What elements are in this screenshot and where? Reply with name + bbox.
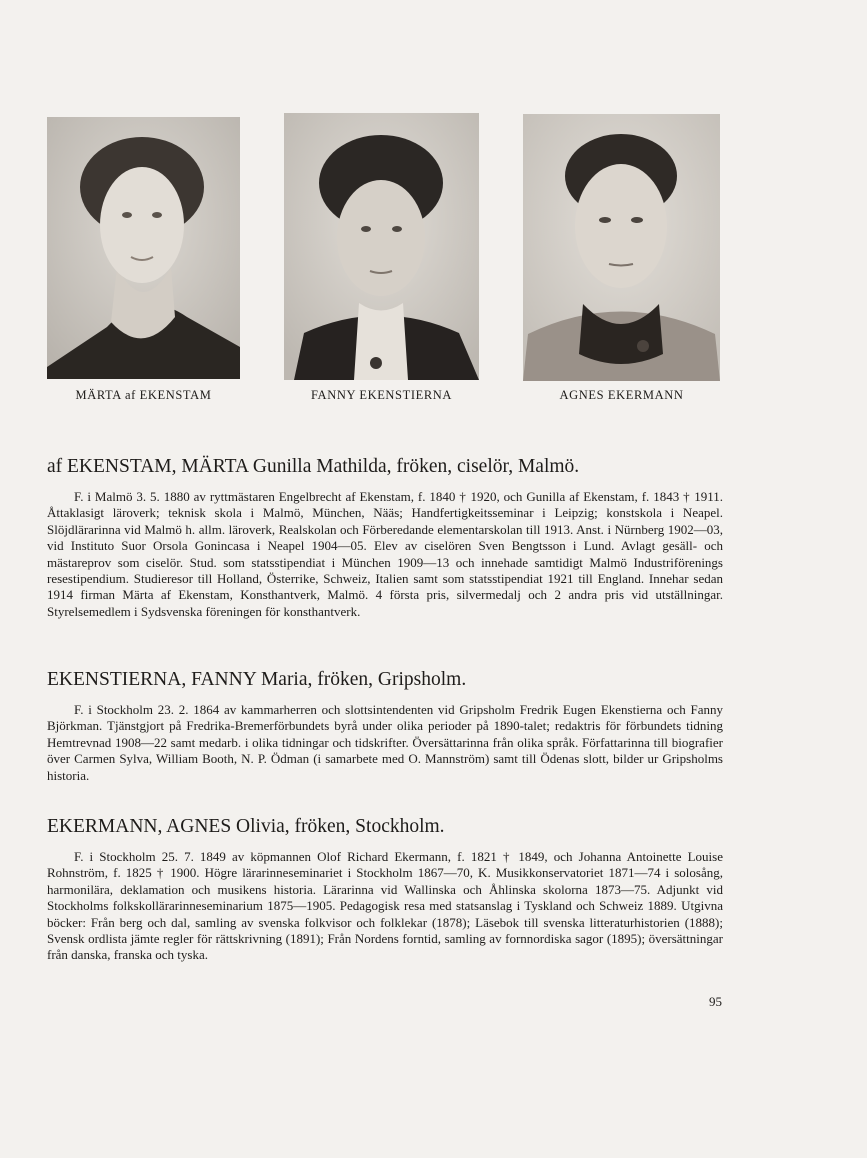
page-number: 95 [709, 994, 722, 1009]
portrait-caption: AGNES EKERMANN [559, 388, 684, 402]
entry-heading: af EKENSTAM, MÄRTA Gunilla Mathilda, fröken, ciselör, Malmö. [47, 456, 580, 477]
entry-heading: EKERMANN, AGNES Olivia, fröken, Stockholm. [47, 816, 445, 837]
portrait-photo-marta-af-ekenstam [47, 117, 240, 379]
portrait-photo-agnes-ekermann [523, 114, 720, 381]
entry-body: F. i Stockholm 23. 2. 1864 av kammarherren och slottsintendenten vid Gripsholm Fredrik Eugen Ekenstierna och Fanny Björkman. Tjänstgjort på Fredrika-Bremerförbundets byrå under olika perioder på 1890-talet; redaktris för förbundets tidning Hemtrevnad 1908—22 samt medarb. i olika tidningar och tidskrifter. Översättarinna från olika språk. Författarinna till biografier över Carmen Sylva, William Booth, N. P. Ödman (i samarbete med O. Mannström) samt till Ödenas slott, bilder ur Gripsholms historia. [47, 702, 723, 783]
portrait-caption: FANNY EKENSTIERNA [310, 388, 453, 402]
biography-entry [47, 815, 723, 964]
biography-entry [47, 455, 723, 620]
entry-heading: EKENSTIERNA, FANNY Maria, fröken, Gripsholm. [47, 669, 467, 690]
portrait-caption: MÄRTA af EKENSTAM [75, 388, 212, 402]
entry-body: F. i Stockholm 25. 7. 1849 av köpmannen Olof Richard Ekermann, f. 1821 † 1849, och Johanna Antoinette Louise Rohnström, f. 1825 † 1900. Högre lärarinneseminariet i Stockholm 1867—70, K. Musikkonservatoriet 1871—74 i solosång, harmonilära, deklamation och musikens historia. Lärarinna vid Wallinska och Åhlinska skolorna 1873—75. Adjunkt vid Stockholms folkskollärarinneseminarium 1875—1905. Pedagogisk resa med statsanslag i Tyskland och Schweiz 1889. Utgivna böcker: Från berg och dal, samling av svenska folkvisor och folklekar (1878); Läsebok till svenska litteraturhistorien (1888); Svensk ordlista jämte regler för rättskrivning (1891); Från Nordens forntid, samling av fornnordiska sagor (1895); översättningar från danska, franska och tyska. [47, 849, 723, 963]
portrait-photo-fanny-ekenstierna [284, 113, 479, 380]
biography-entry [47, 668, 723, 784]
entry-body: F. i Malmö 3. 5. 1880 av ryttmästaren Engelbrecht af Ekenstam, f. 1840 † 1920, och Gunilla af Ekenstam, f. 1843 † 1911. Åttaklasigt läroverk; teknisk skola i Malmö, München, Nääs; Handfertigkeitsseminar i Leipzig; konstskola i Neapel. Slöjdlärarinna vid Malmö h. allm. läroverk, Realskolan och Förberedande elementarskolan till 1913. Anst. i Nürnberg 1902—03, vid Instituto Suor Orsola Gonincasa i Neapel 1904—05. Elev av ciselören Sven Bengtsson i Lund. Avlagt gesäll- och mästareprov som ciselör. Stud. som statsstipendiat i München 1909—13 och innehade samtidigt Malmö Industriförenings resestipendium. Studieresor till Holland, Österrike, Schweiz, Italien samt som statsstipendiat 1921 till England. Innehar sedan 1914 firman Märta af Ekenstam, Konsthantverk, Malmö. 4 första pris, silvermedalj och 2 andra pris vid utställningar. Styrelsemedlem i Sydsvenska föreningen för konsthantverk. [47, 489, 723, 619]
